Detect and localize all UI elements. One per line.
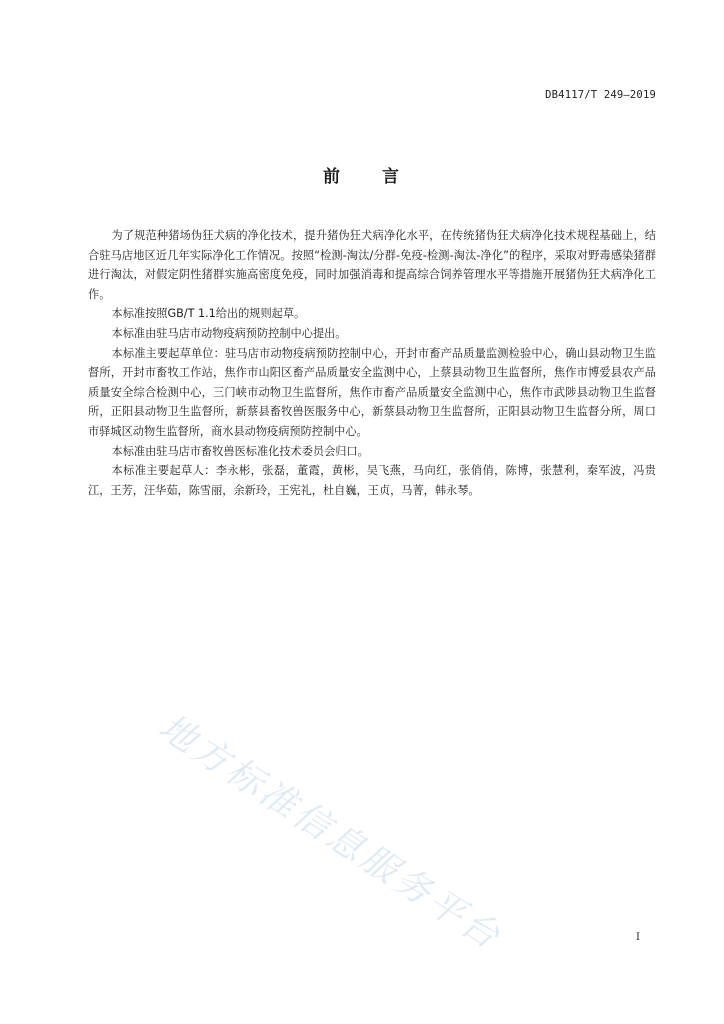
paragraph-committee: 本标准由驻马店市畜牧兽医标准化技术委员会归口。 [111, 444, 369, 458]
watermark: 地方标准信息服务平台 [151, 706, 510, 959]
paragraph-drafting-units: 本标准主要起草单位：驻马店市动物疫病预防控制中心，开封市畜产品质量监测检验中心，确山县动物卫生监督所，开封市畜牧工作站，焦作市山阳区畜产品质量安全监测中心，上蔡县动物卫生监督所，焦作市博爱县农产品质量安全综合检测中心，三门峡市动物卫生监督所，焦作市畜产品质量安全监测中心，焦作市武陟县动物卫生监督所，正阳县动物卫生监督所，新蔡县畜牧兽医服务中心，新蔡县动物卫生监督所，正阳县动物卫生监督分所，周口市驿城区动物生监督所，商水县动物疫病预防控制中心。 [88, 346, 656, 438]
paragraph-proposer: 本标准由驻马店市动物疫病预防控制中心提出。 [111, 326, 347, 340]
paragraph-drafting-rules: 本标准按照GB/T 1.1给出的规则起草。 [111, 307, 306, 321]
foreword-body [88, 226, 656, 500]
standard-code: DB4117/T 249—2019 [545, 89, 656, 101]
title-char-2: 言 [382, 167, 401, 187]
title-char-1: 前 [323, 167, 342, 187]
page-title [0, 162, 724, 187]
paragraph-drafters: 本标准主要起草人：李永彬，张磊，董霞，黄彬，吴飞燕，马向红，张俏俏，陈博，张慧利，秦军波，冯贵江，王芳，汪华茹，陈雪丽，余新玲，王宪礼，杜自巍，王贞，马菁，韩永琴。 [88, 464, 656, 497]
page-number: I [636, 932, 640, 943]
paragraph-purpose: 为了规范种猪场伪狂犬病的净化技术，提升猪伪狂犬病净化水平，在传统猪伪狂犬病净化技术规程基础上，结合驻马店地区近几年实际净化工作情况。按照“检测-淘汰/分群-免疫-检测-淘汰-净化”的程序，采取对野毒感染猪群进行淘汰，对假定阴性猪群实施高密度免疫，同时加强消毒和提高综合饲养管理水平等措施开展猪伪狂犬病净化工作。 [88, 229, 656, 301]
